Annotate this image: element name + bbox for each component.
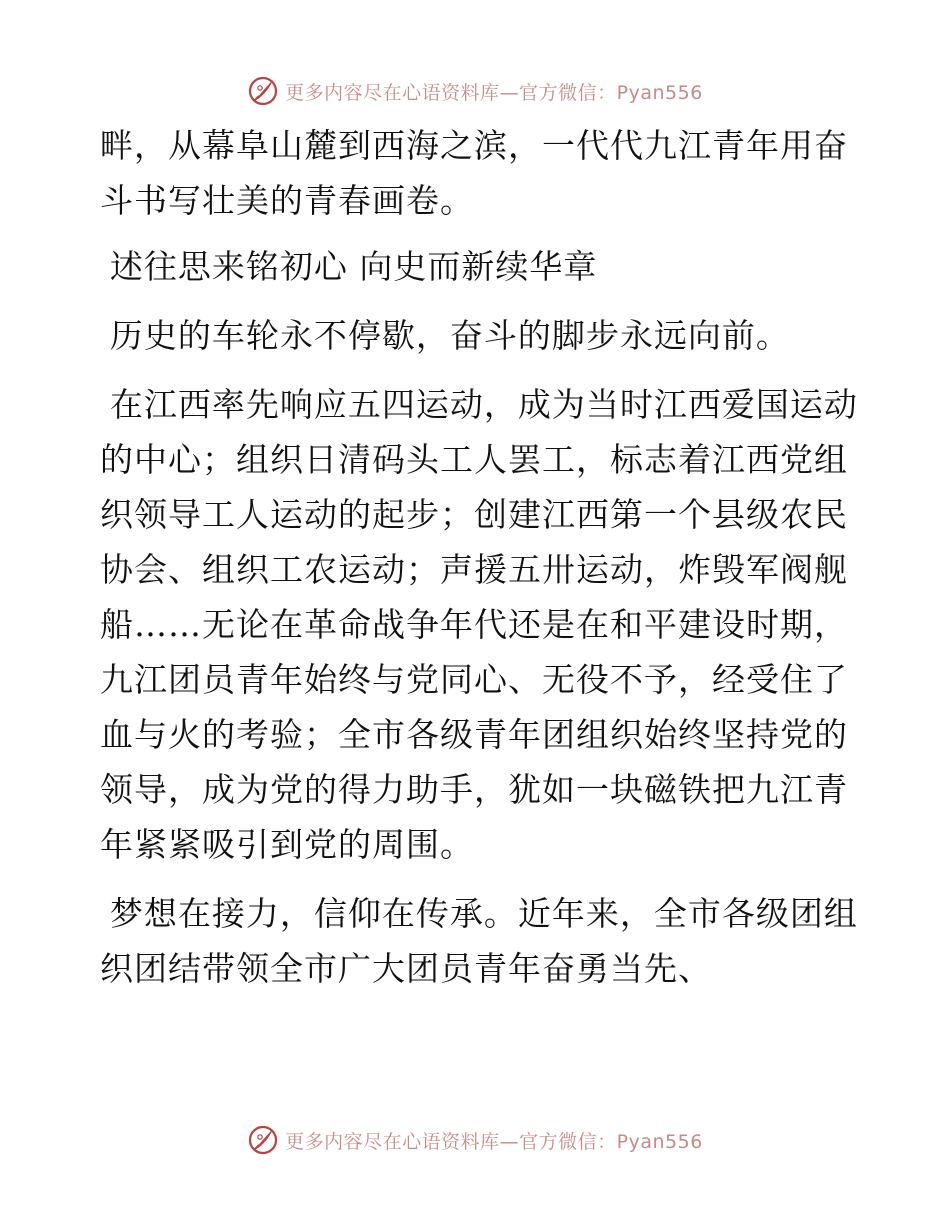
section-heading: 述往思来铭初心 向史而新续华章 [109, 247, 598, 286]
paragraph-3: 在江西率先响应五四运动，成为当时江西爱国运动的中心；组织日清码头工人罢工，标志着江西党组织领导工人运动的起步；创建江西第一个县级农民协会、组织工农运动；声援五卅运动，炸毁军阀舰船……无论在革命战争年代还是在和平建设时期，九江团员青年始终与党同心、无役不予，经受住了血与火的考验；全市各级青年团组织始终坚持党的领导，成为党的得力助手，犹如一块磁铁把九江青年紧紧吸引到党的周围。 [100, 385, 858, 864]
footer-watermark-line [247, 1124, 703, 1156]
quill-pen-logo-icon [247, 75, 279, 107]
paragraph-2: 历史的车轮永不停歇，奋斗的脚步永远向前。 [109, 316, 790, 355]
header-watermark-text: 更多内容尽在心语资料库—官方微信：Pyan556 [285, 81, 703, 104]
quill-pen-logo-icon [247, 1124, 279, 1156]
page-footer-watermark [0, 1120, 950, 1160]
page-header-watermark [0, 71, 950, 111]
paragraph-4: 梦想在接力，信仰在传承。近年来，全市各级团组织团结带领全市广大团员青年奋勇当先、 [100, 894, 858, 988]
footer-watermark-text: 更多内容尽在心语资料库—官方微信：Pyan556 [285, 1130, 703, 1153]
document-body [100, 118, 860, 996]
paragraph-1: 畔，从幕阜山麓到西海之滨，一代代九江青年用奋斗书写壮美的青春画卷。 [100, 126, 848, 220]
header-watermark-line [247, 75, 703, 107]
